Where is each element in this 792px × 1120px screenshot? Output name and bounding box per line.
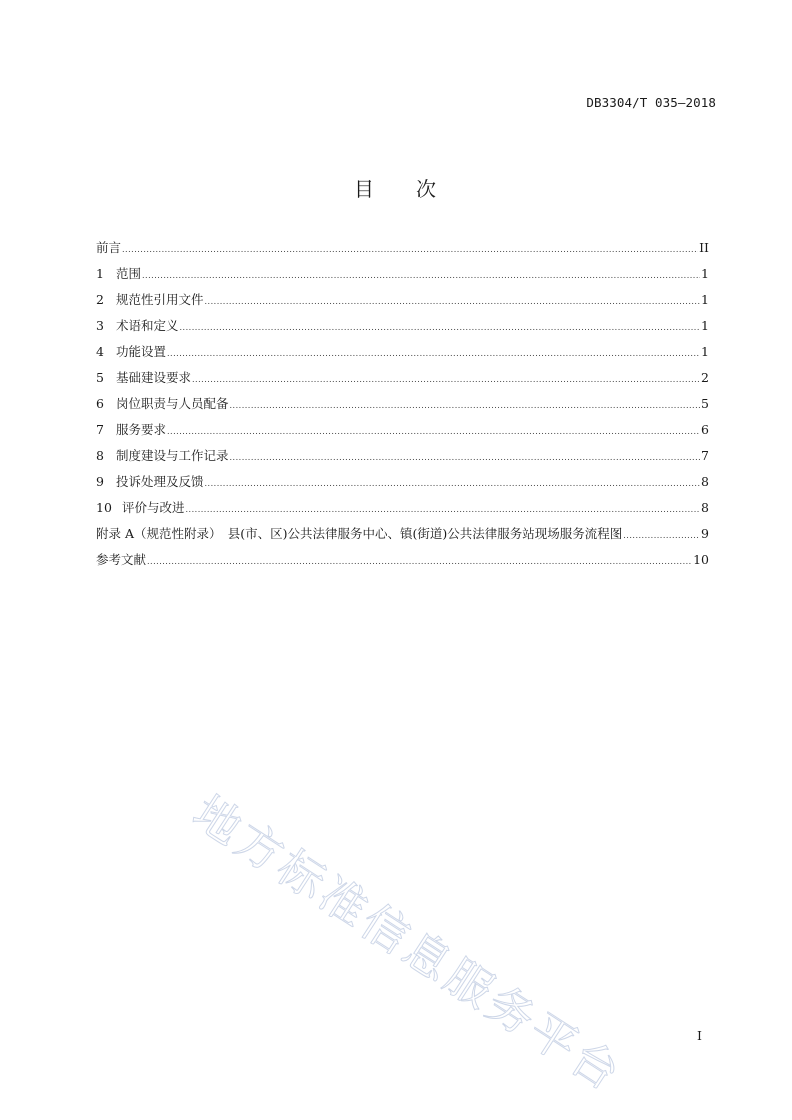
table-of-contents [96,235,709,573]
toc-leader-dots [167,419,700,445]
toc-entry-number: 3 [96,318,104,333]
toc-entry-label: 附录 A（规范性附录） 县(市、区)公共法律服务中心、镇(街道)公共法律服务站现场服务流程图 [96,526,623,541]
toc-leader-dots [192,367,700,393]
toc-entry-6[interactable] [96,391,709,417]
toc-entry-page: 8 [701,474,709,489]
toc-leader-dots [205,289,700,315]
toc-leader-dots [167,341,700,367]
toc-entry-page: II [699,240,709,255]
toc-entry-label: 术语和定义 [116,318,179,333]
toc-entry-label: 基础建设要求 [116,370,192,385]
toc-entry-4[interactable] [96,339,709,365]
toc-entry-label: 投诉处理及反馈 [116,474,204,489]
toc-leader-dots [230,393,700,419]
toc-entry-label: 评价与改进 [122,500,185,515]
watermark: 地方标准信息服务平台 [183,784,633,1103]
toc-entry-label: 范围 [116,266,142,281]
toc-entry-9[interactable] [96,469,709,495]
toc-entry-page: 10 [693,552,709,567]
toc-entry-page: 1 [701,344,709,359]
title-char-2: 次 [416,177,438,201]
toc-entry-2[interactable] [96,287,709,313]
toc-entry-page: 1 [701,266,709,281]
toc-entry-page: 8 [701,500,709,515]
toc-entry-label: 制度建设与工作记录 [116,448,229,463]
toc-leader-dots [186,497,700,523]
toc-entry-page: 1 [701,292,709,307]
toc-entry-7[interactable] [96,417,709,443]
standard-code: DB3304/T 035—2018 [586,95,716,110]
toc-entry-8[interactable] [96,443,709,469]
toc-entry-label: 参考文献 [96,552,147,567]
toc-entry-3[interactable] [96,313,709,339]
toc-entry-number: 1 [96,266,104,281]
toc-entry-number: 8 [96,448,104,463]
toc-entry-page: 2 [701,370,709,385]
toc-leader-dots [205,471,700,497]
toc-leader-dots [180,315,700,341]
toc-leader-dots [623,523,700,549]
toc-entry-page: 5 [701,396,709,411]
toc-entry-number: 9 [96,474,104,489]
toc-entry-label: 岗位职责与人员配备 [116,396,229,411]
page-title [0,173,792,202]
toc-leader-dots [147,549,692,575]
toc-entry-page: 1 [701,318,709,333]
toc-entry-number: 5 [96,370,104,385]
toc-entry-number: 10 [96,500,112,515]
toc-leader-dots [142,263,700,289]
toc-entry-appendix-a[interactable] [96,521,709,547]
toc-entry-10[interactable] [96,495,709,521]
toc-entry-number: 4 [96,344,104,359]
toc-leader-dots [230,445,700,471]
toc-entry-references[interactable] [96,547,709,573]
toc-entry-label: 服务要求 [116,422,167,437]
toc-entry-foreword[interactable] [96,235,709,261]
toc-entry-label: 前言 [96,240,122,255]
toc-entry-label: 功能设置 [116,344,167,359]
toc-entry-page: 6 [701,422,709,437]
toc-entry-number: 7 [96,422,104,437]
toc-leader-dots [122,237,698,263]
toc-entry-1[interactable] [96,261,709,287]
toc-entry-page: 7 [701,448,709,463]
toc-entry-number: 2 [96,292,104,307]
toc-entry-label: 规范性引用文件 [116,292,204,307]
page-number: I [697,1028,702,1043]
toc-entry-5[interactable] [96,365,709,391]
toc-entry-number: 6 [96,396,104,411]
title-char-1: 目 [354,177,376,201]
toc-entry-page: 9 [701,526,709,541]
